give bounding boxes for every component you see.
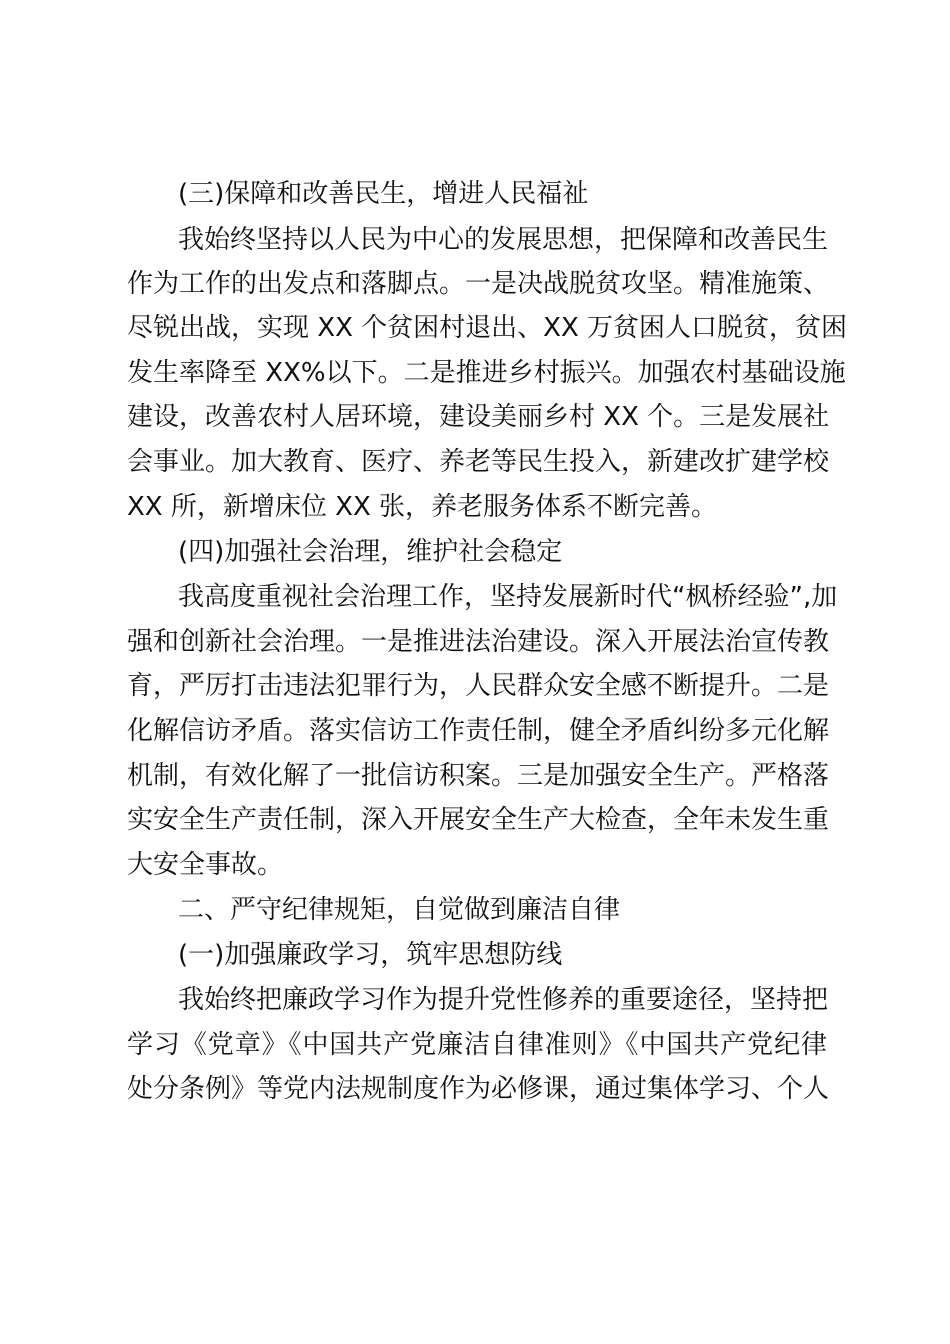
- paragraph-line: 尽锐出战，实现 XX 个贫困村退出、XX 万贫困人口脱贫，贫困: [127, 313, 848, 343]
- paragraph-line: 强和创新社会治理。一是推进法治建设。深入开展法治宣传教: [127, 627, 830, 657]
- paragraph-line: XX 所，新增床位 XX 张，养老服务体系不断完善。: [127, 492, 718, 522]
- section-heading-4: (四)加强社会治理，维护社会稳定: [178, 537, 563, 567]
- paragraph-line: 我始终坚持以人民为中心的发展思想，把保障和改善民生: [178, 225, 829, 255]
- paragraph-line: 会事业。加大教育、医疗、养老等民生投入，新建改扩建学校: [127, 447, 830, 477]
- section-heading-2-1: (一)加强廉政学习，筑牢思想防线: [178, 940, 563, 970]
- paragraph-line: 建设，改善农村人居环境，建设美丽乡村 XX 个。三是发展社: [127, 402, 830, 432]
- paragraph-line: 我高度重视社会治理工作，坚持发展新时代“枫桥经验”,加: [178, 582, 838, 612]
- paragraph-line: 处分条例》等党内法规制度作为必修课，通过集体学习、个人: [127, 1074, 830, 1104]
- paragraph-line: 我始终把廉政学习作为提升党性修养的重要途径，坚持把: [178, 985, 829, 1015]
- paragraph-line: 机制，有效化解了一批信访积案。三是加强安全生产。严格落: [127, 761, 830, 791]
- paragraph-line: 发生率降至 XX%以下。二是推进乡村振兴。加强农村基础设施: [127, 358, 846, 388]
- paragraph-line: 化解信访矛盾。落实信访工作责任制，健全矛盾纠纷多元化解: [127, 716, 830, 746]
- paragraph-line: 实安全生产责任制，深入开展安全生产大检查，全年未发生重: [127, 805, 830, 835]
- paragraph-line: 作为工作的出发点和落脚点。一是决战脱贫攻坚。精准施策、: [127, 269, 830, 299]
- paragraph-line: 育，严厉打击违法犯罪行为，人民群众安全感不断提升。二是: [127, 671, 830, 701]
- part-heading-2: 二、严守纪律规矩，自觉做到廉洁自律: [178, 895, 621, 925]
- paragraph-line: 学习《党章》《中国共产党廉洁自律准则》《中国共产党纪律: [127, 1030, 827, 1060]
- paragraph-line: 大安全事故。: [127, 850, 284, 880]
- section-heading-3: (三)保障和改善民生，增进人民福祉: [178, 179, 589, 209]
